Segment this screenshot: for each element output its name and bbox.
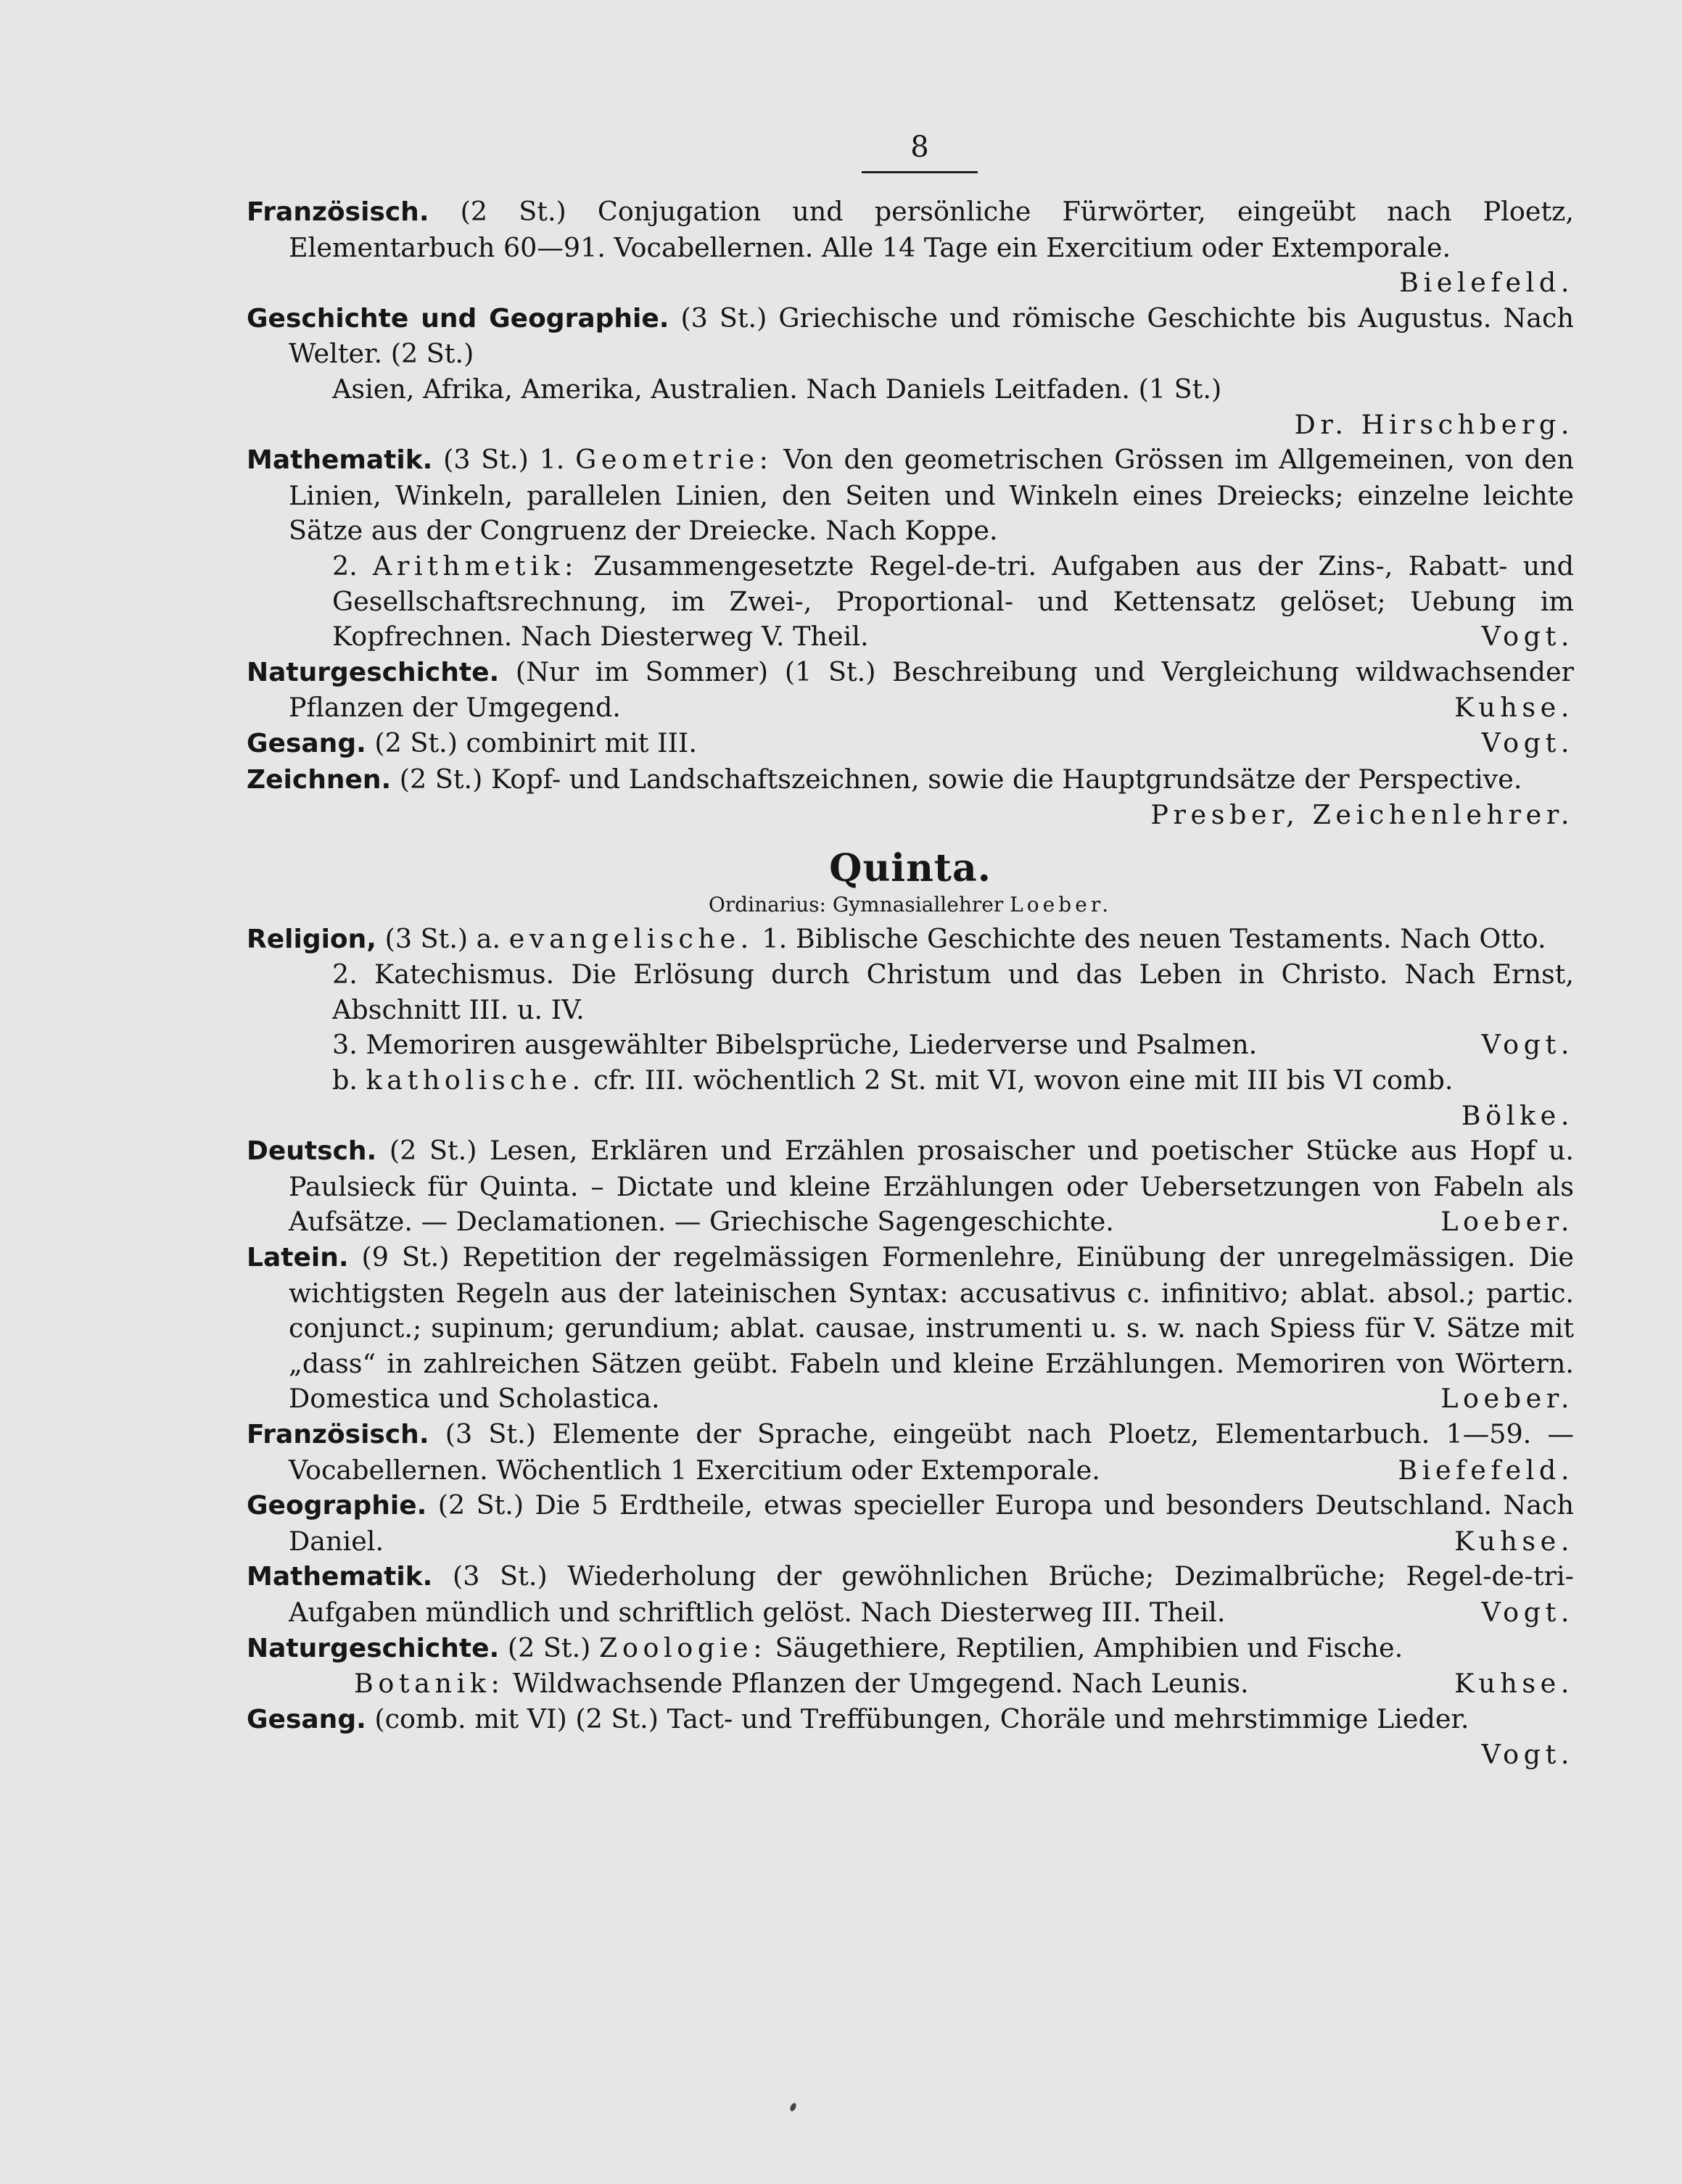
entry-gesang-quinta <box>247 1702 1574 1773</box>
entry-religion <box>247 922 1574 1134</box>
subsection-text: Wildwachsende Pflanzen der Umgegend. Nach Leunis. <box>513 1668 1249 1700</box>
entry-teacher: Loeber. <box>1440 1383 1574 1415</box>
subsection-number: 2. <box>332 550 358 582</box>
entry-geschichte-geographie <box>247 301 1574 442</box>
entry-teacher: Kuhse. <box>1454 1668 1574 1700</box>
entry-text: (comb. mit VI) (2 St.) Tact- und Treffübungen, Choräle und mehrstimmige Lieder. <box>374 1703 1469 1734</box>
entry-teacher: Biefefeld. <box>1398 1454 1574 1486</box>
entry-franzoesisch <box>247 194 1574 301</box>
entry-teacher: Vogt. <box>1481 727 1574 758</box>
entry-text: (2 St.) Kopf- und Landschaftszeichnen, sowie die Hauptgrundsätze der Perspective. <box>399 763 1522 795</box>
entry-heading: Französisch. <box>247 197 429 227</box>
page-content <box>247 194 1574 1773</box>
entry-gesang <box>247 726 1574 762</box>
entry-text: (Nur im Sommer) (1 St.) Beschreibung und Vergleichung wildwachsender Pflanzen der Umgegend. <box>289 655 1575 724</box>
entry-heading: Geschichte und Geographie. <box>247 303 669 334</box>
entry-latein <box>247 1240 1574 1417</box>
entry-intro: (3 St.) 1. <box>443 444 565 476</box>
entry-text: (3 St.) Elemente der Sprache, eingeübt nach Ploetz, Elementarbuch. 1—59. — Vocabellernen. Wöchentlich 1 Exercitium oder Extemporale. <box>289 1418 1575 1486</box>
entry-heading: Deutsch. <box>247 1136 377 1167</box>
entry-text: (2 St.) Conjugation und persönliche Fürwörter, eingeübt nach Ploetz, Elementarbuch 60—91. Vocabellernen. Alle 14 Tage ein Exercitium oder Extemporale. <box>289 196 1574 263</box>
entry-intro: (3 St.) a. <box>384 922 501 954</box>
religion-a2: 2. Katechismus. Die Erlösung durch Christum und das Leben in Christo. Nach Ernst, Abschnitt III. u. IV. <box>332 959 1574 1025</box>
ink-speck <box>789 2102 797 2112</box>
entry-teacher: Vogt. <box>1481 1029 1574 1061</box>
entry-heading: Mathematik. <box>247 445 433 476</box>
entry-heading: Naturgeschichte. <box>247 1633 500 1663</box>
entry-teacher: Dr. Hirschberg. <box>1294 408 1574 440</box>
entry-teacher: Vogt. <box>1481 621 1574 653</box>
ordinarius-role: Gymnasiallehrer <box>832 892 1004 917</box>
entry-text: (2 St.) Die 5 Erdtheile, etwas specieller Europa und besonders Deutschland. Nach Daniel. <box>289 1489 1574 1557</box>
entry-intro: (2 St.) <box>507 1631 591 1663</box>
entry-teacher: Loeber. <box>1440 1206 1574 1238</box>
entry-heading: Religion, <box>247 924 376 954</box>
entry-naturgeschichte-quinta <box>247 1631 1574 1702</box>
religion-a3-line <box>289 1027 1574 1063</box>
religion-a3: 3. Memoriren ausgewählter Bibelsprüche, Liederverse und Psalmen. <box>332 1029 1258 1061</box>
section-title: Quinta. <box>829 845 992 890</box>
religion-b-label: b. <box>332 1064 358 1096</box>
entry-teacher: Kuhse. <box>1454 1525 1574 1557</box>
entry-subsection <box>289 549 1574 655</box>
ordinarius-name: Loeber. <box>1010 892 1113 917</box>
subsection-topic: Arithmetik: <box>373 550 578 582</box>
ordinarius-label: Ordinarius: <box>708 892 826 917</box>
entry-heading: Mathematik. <box>247 1562 433 1592</box>
entry-text: Säugethiere, Reptilien, Amphibien und Fische. <box>775 1631 1403 1663</box>
entry-mathematik-quinta <box>247 1559 1574 1630</box>
entry-teacher: Vogt. <box>1481 1739 1574 1771</box>
religion-b-line <box>289 1063 1574 1099</box>
entry-subtext: Asien, Afrika, Amerika, Australien. Nach Daniels Leitfaden. (1 St.) <box>332 373 1222 405</box>
entry-subsection <box>289 1666 1574 1702</box>
entry-teacher: Bölke. <box>1461 1099 1574 1131</box>
entry-text: (2 St.) combinirt mit III. <box>374 727 697 758</box>
denomination-b: katholische. <box>366 1064 585 1096</box>
section-ordinarius <box>247 891 1574 919</box>
entry-text: (3 St.) Griechische und römische Geschichte bis Augustus. Nach Welter. (2 St.) <box>289 302 1574 370</box>
entry-text: (3 St.) Wiederholung der gewöhnlichen Brüche; Dezimalbrüche; Regel-de-tri-Aufgaben mündlich und schriftlich gelöst. Nach Diesterweg III. Theil. <box>289 1560 1574 1628</box>
entry-heading: Französisch. <box>247 1420 429 1449</box>
entry-text: Von den geometrischen Grössen im Allgemeinen, von den Linien, Winkeln, parallelen Linien, den Seiten und Winkeln eines Dreiecks; einzelne leichte Sätze aus der Congruenz der Dreiecke. Nach Koppe. <box>289 444 1574 547</box>
entry-text: (9 St.) Repetition der regelmässigen Formenlehre, Einübung der unregelmässigen. Die wichtigsten Regeln aus der lateinischen Syntax: accusativus c. infinitivo; ablat. absol.; partic. conjunct.; supinum; gerundium; ablat. causae, instrumenti u. s. w. nach Spiess für V. Sätze mit „dass“ in zahlreichen Sätzen geübt. Fabeln und kleine Erzählungen. Memoriren von Wörtern. Domestica und Scholastica. <box>289 1241 1574 1415</box>
entry-topic: Zoologie: <box>599 1631 767 1663</box>
subsection-topic: Botanik: <box>354 1668 505 1700</box>
page-number: 8 <box>910 131 929 164</box>
entry-heading: Geographie. <box>247 1491 427 1521</box>
entry-heading: Gesang. <box>247 728 366 758</box>
page-number-rule <box>862 171 978 173</box>
entry-zeichnen <box>247 762 1574 833</box>
entry-heading: Latein. <box>247 1243 349 1273</box>
entry-teacher: Vogt. <box>1481 1596 1574 1628</box>
entry-teacher: Kuhse. <box>1454 692 1574 724</box>
religion-b-text: cfr. III. wöchentlich 2 St. mit VI, wovon eine mit III bis VI comb. <box>593 1064 1454 1096</box>
denomination-a: evangelische. <box>508 922 754 954</box>
entry-text: (2 St.) Lesen, Erklären und Erzählen prosaischer und poetischer Stücke aus Hopf u. Paulsieck für Quinta. – Dictate und kleine Erzählungen oder Uebersetzungen von Fabeln als Aufsätze. — Declamationen. — Griechische Sagengeschichte. <box>289 1135 1574 1238</box>
entry-heading: Naturgeschichte. <box>247 657 500 687</box>
subsection-text: Zusammengesetzte Regel-de-tri. Aufgaben aus der Zins-, Rabatt- und Gesellschaftsrechnung, im Zwei-, Proportional- und Kettensatz gelöset; Uebung im Kopfrechnen. Nach Diesterweg V. Theil. <box>332 550 1574 653</box>
entry-topic: Geometrie: <box>575 444 773 476</box>
entry-geographie <box>247 1488 1574 1559</box>
entry-teacher: Bielefeld. <box>1399 267 1574 299</box>
entry-heading: Zeichnen. <box>247 764 392 795</box>
entry-deutsch <box>247 1133 1574 1240</box>
entry-heading: Gesang. <box>247 1704 366 1734</box>
religion-a1: 1. Biblische Geschichte des neuen Testaments. Nach Otto. <box>762 922 1546 954</box>
entry-mathematik <box>247 442 1574 655</box>
entry-franzoesisch-quinta <box>247 1417 1574 1488</box>
entry-naturgeschichte <box>247 655 1574 726</box>
entry-teacher: Presber, Zeichenlehrer. <box>1150 799 1574 831</box>
